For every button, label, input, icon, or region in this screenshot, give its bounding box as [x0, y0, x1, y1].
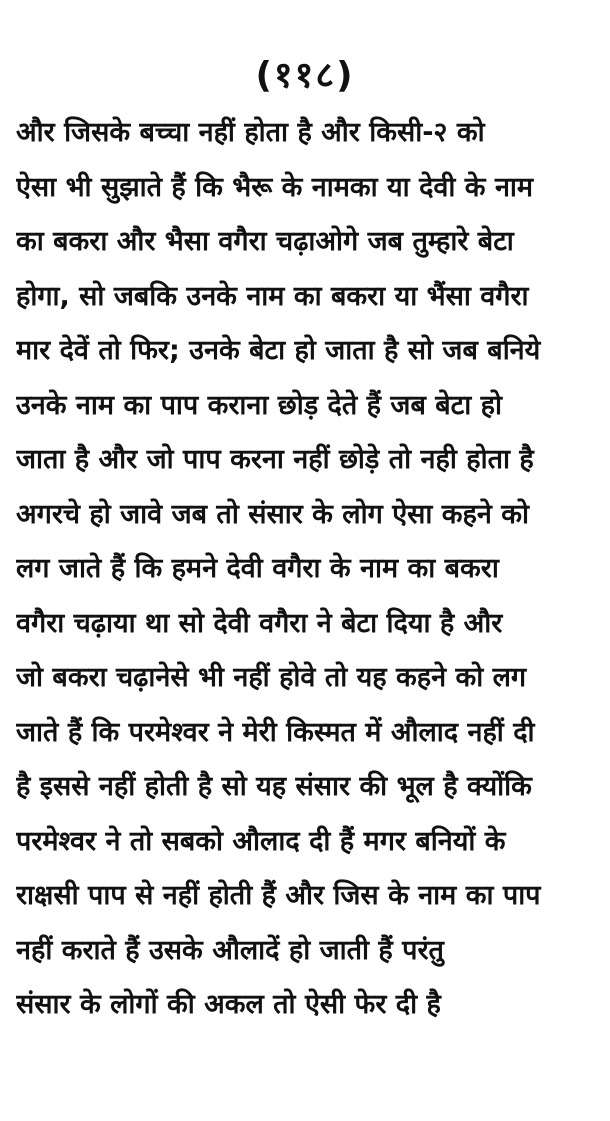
text-line: ऐसा भी सुझाते हैं कि भैरू के नामका या देवी के नाम	[16, 171, 534, 203]
text-line: वगैरा चढ़ाया था सो देवी वगैरा ने बेटा दिया है और	[16, 607, 503, 639]
text-line: अगरचे हो जावे जब तो संसार के लोग ऐसा कहने को	[16, 498, 529, 530]
text-line: और जिसके बच्चा नहीं होता है और किसी-२ को	[16, 117, 485, 148]
text-line: मार देवें तो फिर; उनके बेटा हो जाता है सो जब बनिये	[16, 335, 541, 366]
text-line: राक्षसी पाप से नहीं होती हैं और जिस के नाम का पाप	[16, 880, 541, 911]
text-line: है इससे नहीं होती है सो यह संसार की भूल है क्योंकि	[16, 771, 532, 802]
text-line: संसार के लोगों की अकल तो ऐसी फेर दी है	[16, 989, 441, 1020]
text-line: जाता है और जो पाप करना नहीं छोड़े तो नही होता है	[16, 444, 534, 475]
text-line: का बकरा और भैसा वगैरा चढ़ाओगे जब तुम्हारे बेटा	[16, 226, 514, 257]
text-line: लग जाते हैं कि हमने देवी वगैरा के नाम का बकरा	[16, 553, 499, 584]
text-line: होगा, सो जबकि उनके नाम का बकरा या भैंसा वगैरा	[16, 280, 529, 312]
body-text	[16, 106, 596, 1033]
text-line: जो बकरा चढ़ानेसे भी नहीं होवे तो यह कहने को लग	[16, 662, 527, 693]
text-line: उनके नाम का पाप कराना छोड़ देते हैं जब बेटा हो	[16, 389, 503, 421]
text-line: परमेश्वर ने तो सबको औलाद दी हैं मगर बनियों के	[16, 825, 506, 857]
text-line: नहीं कराते हैं उसके औलादें हो जाती हैं परंतु	[16, 934, 444, 966]
text-line: जाते हैं कि परमेश्वर ने मेरी किस्मत में औलाद नहीं दी	[16, 716, 535, 748]
page-number: (११८)	[255, 55, 355, 96]
